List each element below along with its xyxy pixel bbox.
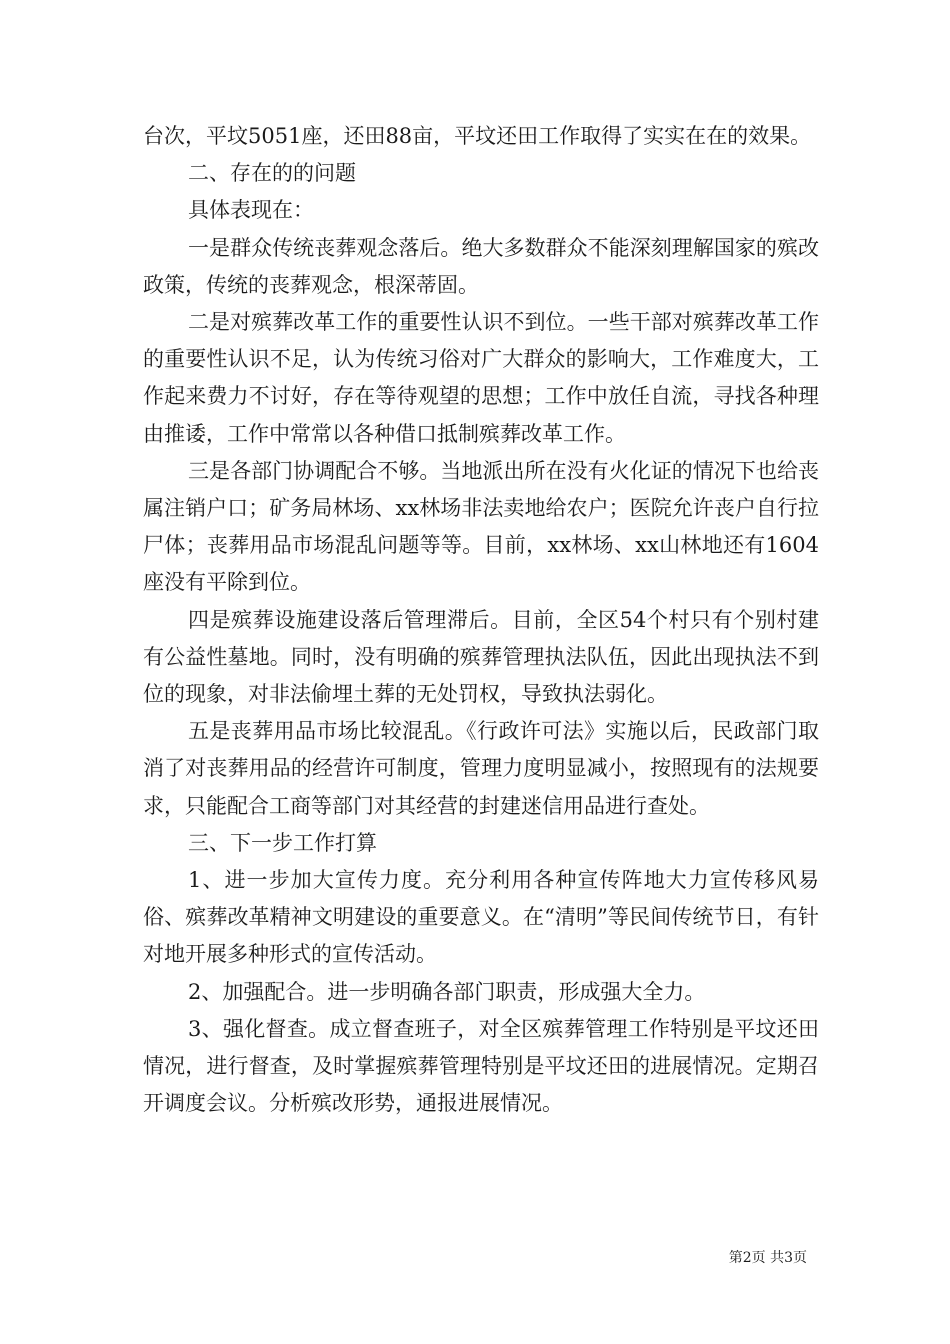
- paragraph-problem-1: 一是群众传统丧葬观念落后。绝大多数群众不能深刻理解国家的殡改政策，传统的丧葬观念，根深蒂固。: [143, 235, 819, 297]
- paragraph-intro: 具体表现在：: [188, 198, 314, 223]
- paragraph-plan-3: 3、强化督查。成立督查班子，对全区殡葬管理工作特别是平坟还田情况，进行督查，及时掌握殡葬管理特别是平坟还田的进展情况。定期召开调度会议。分析殡改形势，通报进展情况。: [143, 1016, 819, 1116]
- section-heading-next-steps: 三、下一步工作打算: [188, 830, 377, 855]
- paragraph-plan-1: 1、进一步加大宣传力度。充分利用各种宣传阵地大力宣传移风易俗、殡葬改革精神文明建设的重要意义。在“清明”等民间传统节日，有针对地开展多种形式的宣传活动。: [143, 868, 819, 967]
- paragraph-plan-2: 2、加强配合。进一步明确各部门职责，形成强大全力。: [188, 979, 706, 1004]
- paragraph-problem-5: 五是丧葬用品市场比较混乱。《行政许可法》实施以后，民政部门取消了对丧葬用品的经营许可制度，管理力度明显减小，按照现有的法规要求，只能配合工商等部门对其经营的封建迷信用品进行查处。: [143, 719, 819, 818]
- paragraph-problem-4: 四是殡葬设施建设落后管理滞后。目前，全区54个村只有个别村建有公益性墓地。同时，没有明确的殡葬管理执法队伍，因此出现执法不到位的现象，对非法偷埋土葬的无处罚权，导致执法弱化。: [143, 607, 819, 707]
- section-heading-problems: 二、存在的的问题: [188, 161, 356, 186]
- paragraph-problem-3: 三是各部门协调配合不够。当地派出所在没有火化证的情况下也给丧属注销户口；矿务局林场、xx林场非法卖地给农户；医院允许丧户自行拉尸体；丧葬用品市场混乱问题等等。目前，xx林场、xx山林地还有1604座没有平除到位。: [143, 458, 819, 595]
- paragraph-problem-2: 二是对殡葬改革工作的重要性认识不到位。一些干部对殡葬改革工作的重要性认识不足，认为传统习俗对广大群众的影响大，工作难度大，工作起来费力不讨好，存在等待观望的思想；工作中放任自流，寻找各种理由推诿，工作中常常以各种借口抵制殡葬改革工作。: [143, 310, 819, 446]
- document-body: [143, 118, 819, 1122]
- page-number-footer: 第2页 共3页: [728, 1250, 807, 1266]
- paragraph-continuation: 台次，平坟5051座，还田88亩，平坟还田工作取得了实实在在的效果。: [143, 124, 812, 148]
